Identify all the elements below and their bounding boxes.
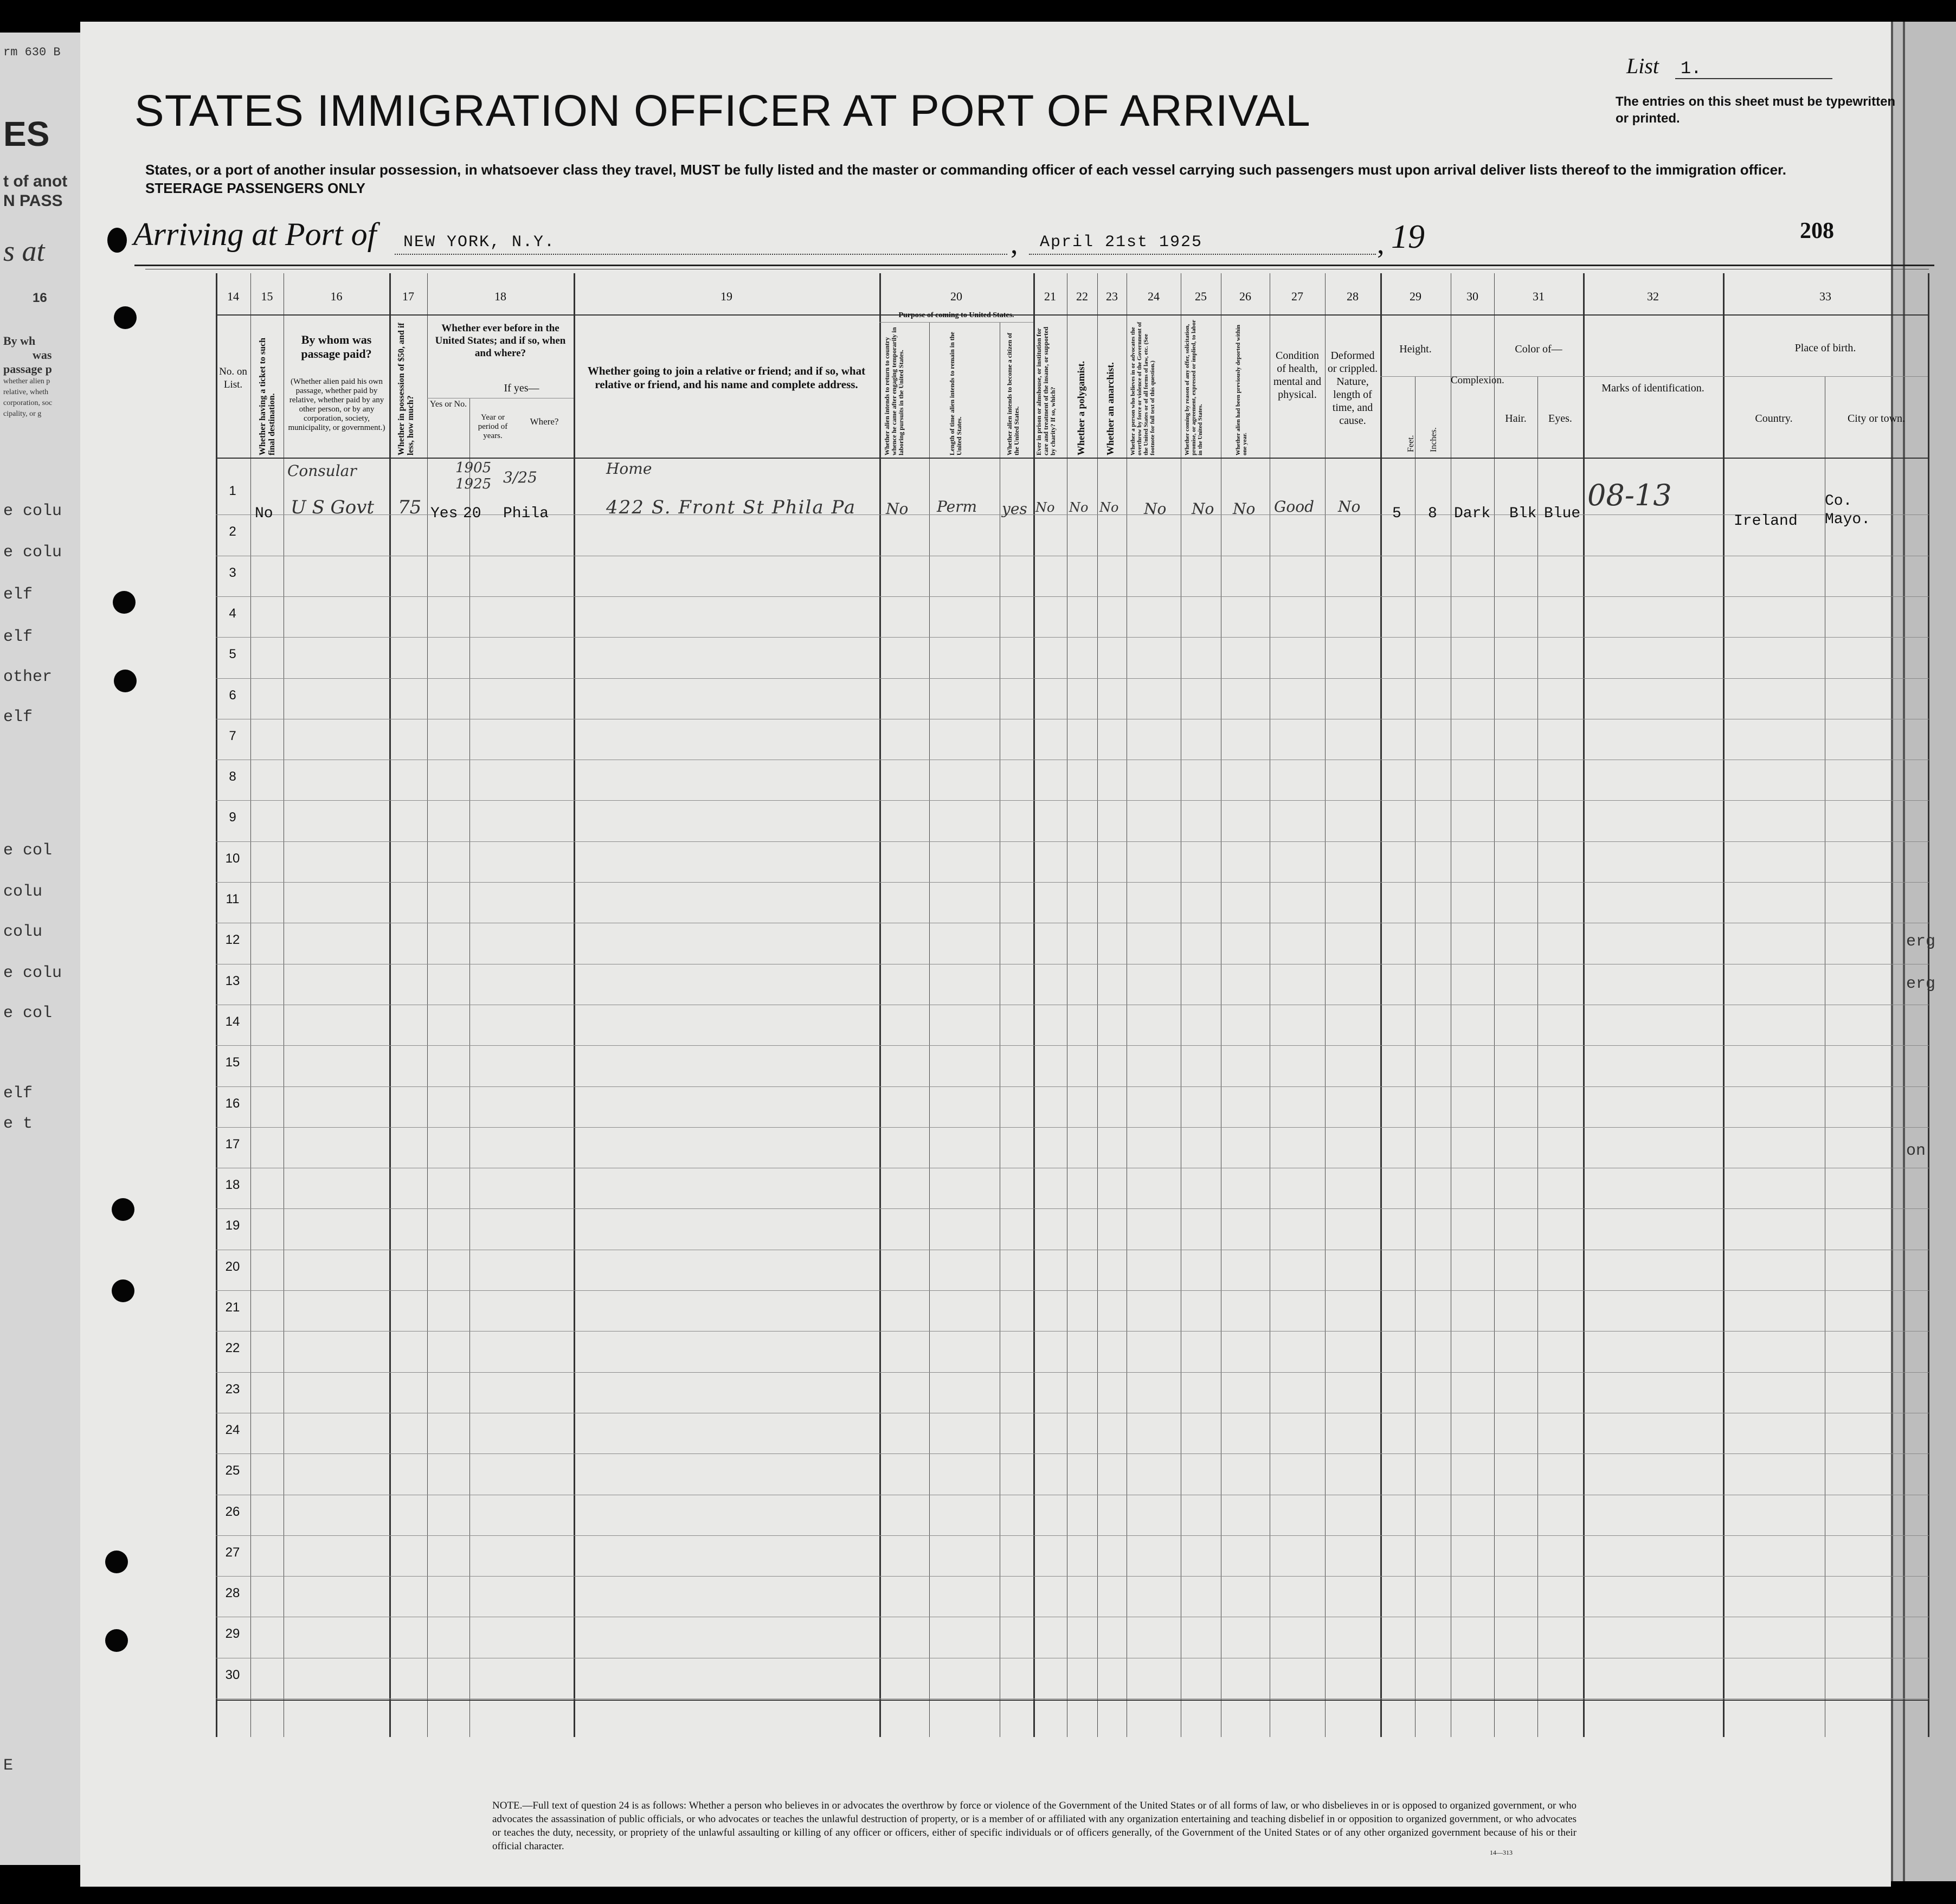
punch-hole — [105, 1551, 128, 1573]
column-number: 24 — [1148, 290, 1160, 303]
polygamist-value: No — [1069, 500, 1089, 515]
left-fragment: elf — [3, 708, 33, 726]
citizen-value: yes — [1002, 500, 1027, 518]
year-prefix: 19 — [1391, 218, 1425, 255]
header-no-on-list: No. on List. — [219, 366, 247, 390]
row-number: 3 — [229, 565, 236, 580]
footnote-tag: 14—313 — [1490, 1849, 1513, 1856]
left-fragment: cipality, or g — [3, 410, 42, 418]
row-number: 30 — [225, 1667, 240, 1682]
left-fragment: other — [3, 668, 53, 686]
left-fragment: e col — [3, 1004, 53, 1022]
length-value: Perm — [937, 498, 977, 516]
left-fragment: e colu — [3, 964, 62, 982]
header-where: Where? — [530, 416, 559, 427]
row-rule — [216, 841, 1929, 842]
row-number: 15 — [225, 1055, 240, 1070]
marks-value: 08-13 — [1587, 478, 1672, 512]
where-value: Phila — [503, 505, 549, 522]
row-rule — [216, 1045, 1929, 1046]
header-deformed: Deformed or crippled. Nature, length of time, and cause. — [1327, 350, 1378, 427]
row-number: 8 — [229, 769, 236, 784]
header-height: Height. — [1399, 343, 1432, 355]
header-hair: Hair. — [1505, 413, 1527, 424]
row-number: 17 — [225, 1136, 240, 1152]
row-number: 12 — [225, 932, 240, 948]
header-prison: Ever in prison or almshouse, or institution for care and treatment of the insane, or supported by charity? If so, which? — [1035, 326, 1057, 455]
row-rule — [216, 1535, 1929, 1536]
header-yes-no: Yes or No. — [429, 400, 467, 409]
prison-value: No — [1035, 500, 1055, 515]
row-rule — [216, 1453, 1929, 1454]
inches-value: 8 — [1428, 505, 1437, 522]
left-fragment: E — [3, 1757, 14, 1775]
header-if-yes: If yes— — [504, 382, 539, 394]
column-number: 16 — [330, 290, 343, 303]
punch-hole — [114, 306, 137, 329]
column-number: 22 — [1076, 290, 1088, 303]
column-number: 15 — [261, 290, 273, 303]
left-fragment: e t — [3, 1115, 33, 1133]
row-number: 1 — [229, 484, 236, 498]
row-number: 16 — [225, 1096, 240, 1111]
row-number: 23 — [225, 1381, 240, 1397]
header-length: Length of time alien intends to remain in the United States. — [948, 332, 963, 455]
left-fragment: By wh — [3, 334, 36, 348]
column-number: 25 — [1195, 290, 1207, 303]
column-number: 31 — [1533, 290, 1545, 303]
row-number: 5 — [229, 647, 236, 662]
row-number: 18 — [225, 1178, 240, 1193]
column-number: 14 — [227, 290, 239, 303]
header-inches: Inches. — [1429, 427, 1438, 452]
years-value: 20 — [463, 505, 481, 522]
column-number: 21 — [1044, 290, 1056, 303]
left-fragment: elf — [3, 1084, 33, 1103]
row-number: 29 — [225, 1626, 240, 1642]
header-health: Condition of health, mental and physical. — [1273, 350, 1322, 401]
right-fragment: erg — [1906, 932, 1936, 951]
row-number: 21 — [225, 1300, 240, 1315]
left-fragment: N PASS — [3, 192, 63, 210]
header-passage-paid-note: (Whether alien paid his own passage, whether paid by relative, whether paid by any other person, or by any corporation, society, municipality, or government.) — [288, 377, 385, 432]
column-number: 27 — [1291, 290, 1303, 303]
row-number: 6 — [229, 687, 236, 703]
punch-hole — [113, 591, 136, 614]
left-fragment: s at — [3, 235, 45, 267]
deported-value: No — [1233, 500, 1256, 518]
row-rule — [216, 1086, 1929, 1087]
return-value: No — [886, 500, 909, 518]
port-value: NEW YORK, N.Y. — [403, 233, 556, 252]
ticket-value: No — [255, 505, 273, 522]
left-fragment: ES — [3, 114, 50, 153]
left-fragment: elf — [3, 628, 33, 646]
offer-value: No — [1192, 500, 1214, 518]
page-title: STATES IMMIGRATION OFFICER AT PORT OF ARRIVAL — [134, 86, 1311, 136]
punch-hole — [105, 1629, 128, 1652]
column-number: 33 — [1819, 290, 1831, 303]
manifest-sheet: List 1. The entries on this sheet must be typewritten or printed. STATES IMMIGRATION OFFICER AT PORT OF ARRIVAL States, or a port of another insular possession, in whatsoever class they travel, MUST be fully listed and the master or commanding officer of each vessel carrying such passengers must upon arrival deliver lists thereof to the immigration officer. STEERAGE PASSENGERS ONLY Arriving at Port of NEW YORK, N.Y. , April 21st 1925 , 19 208 14 15 16 17 18 19 20 21 22 23 24 25 26 27 28 29 30 31 32 33 No. on List. Whether having a ticket to such final destination. By whom was passage paid? (Whether alien paid his own passage, whether paid by relative, whether paid by any other person, or by any corporation, society, municipality, or government.) Whether in possession of $50, and if less, how much? Whether ever before in the United States; and if so, when and where? Yes or No. If yes— Year or period of years. Where? Whether going to join a relative or friend; and if so, what relative or friend, and his name and complete address. Purpose of coming to United States. Whether alien intends to return to country whence he came after engaging temporarily in laboring pursuits in the United States. Length of time alien intends to remain in the United States. Whether alien intends to become a citizen of the United States. Ever in prison or almshouse, or institution for care and treatment of the insane, or supported by charity? If so, which? Whether a polygamist. Whether an anarchist. Whether a person who believes in or advocates the overthrow by force or violence of the Government of the United States or of all forms of law, etc. (See footnote for full text of this question.) Whether coming by reason of any offer, solicitation, promise, or agreement, expressed or implied, to labor in the United States. Whether alien had been previously deported within one year. Condition of health, mental and physical. Deformed or crippled. Nature, length of time, and cause. Height. Feet. Inches. Complexion. Color of— Hair. Eyes. Marks of identification. Place of birth. Country. City or town. 1 2 3 4 5 6 7 8 9 10 11 12 13 14 15 16 17 18 19 20 21 22 23 24 25 26 27 28 29 30 No Consular U S Govt 75 Yes 20 1905 1925 3/25 Phila Home 422 S. Front St Phila Pa No Perm yes No No No No No No Good No 5 8 Dark Blk Blue 08-13 Ireland Co. Mayo. NOTE.—Full text of question 24 is as follows: Whether a person who believes in or advocates the overthrow by force or violence of the Government of the United States or of all forms of law, or who disbelieves in or is opposed to organized government, or who advocates the assassination of public officials, or who advocates or teaches the unlawful destruction of property, or is a member of or affiliated with any organization entertaining and teaching disbelief in or opposition to organized government, or who advocates or teaches the duty, necessity, or propriety of the unlawful assaulting or killing of any officer or officers, either of specific individuals or of officers generally, of the Government of the United States or of any other organized government because of his or their official character. 14—313 — [80, 22, 1891, 1887]
row-number: 9 — [229, 810, 236, 825]
years-handwritten: 1905 1925 — [455, 460, 492, 492]
row-number: 28 — [225, 1586, 240, 1601]
join-address: 422 S. Front St Phila Pa — [606, 497, 857, 518]
eyes-value: Blue — [1544, 505, 1581, 522]
left-fragment: t of anot — [3, 172, 68, 190]
footnote: NOTE.—Full text of question 24 is as follows: Whether a person who believes in or advocates the overthrow by force or violence of the Government of the United States or of all forms of law, or who disbelieves in or is opposed to organized government, or who advocates the assassination of public officials, or who advocates or teaches the unlawful destruction of property, or is a member of or affiliated with any organization entertaining and teaching disbelief in or opposition to organized government, or who advocates or teaches the duty, necessity, or propriety of the unlawful assaulting or killing of any officer or officers, either of specific individuals or of officers generally, of the Government of the United States or of any other organized government because of his or their official character. — [492, 1800, 1577, 1852]
country-value: Ireland — [1734, 513, 1798, 530]
column-number: 26 — [1239, 290, 1251, 303]
row-number: 4 — [229, 606, 236, 621]
row-rule — [216, 637, 1929, 638]
row-rule — [216, 1576, 1929, 1577]
list-number-field — [1626, 53, 1701, 79]
header-marks: Marks of identification. — [1601, 382, 1704, 394]
punch-hole — [114, 670, 137, 692]
column-number: 19 — [720, 290, 732, 303]
row-number: 14 — [225, 1014, 240, 1029]
row-number: 24 — [225, 1422, 240, 1437]
header-return: Whether alien intends to return to country whence he came after engaging temporarily in laboring pursuits in the United States. — [883, 327, 905, 455]
column-number: 18 — [494, 290, 506, 303]
row-rule — [216, 1208, 1929, 1209]
sheet-number: 208 — [1800, 218, 1834, 243]
header-passage-paid: By whom was passage paid? — [301, 333, 372, 361]
page-subtitle: States, or a port of another insular possession, in whatsoever class they travel, MUST be fully listed and the master or commanding officer of each vessel carrying such passengers must upon arrival deliver lists thereof to the immigration officer. — [145, 162, 1786, 178]
arrival-date: April 21st 1925 — [1040, 233, 1203, 252]
row-rule — [216, 1127, 1929, 1128]
header-complexion: Complexion. — [1451, 375, 1504, 386]
column-number: 29 — [1410, 290, 1421, 303]
column-number: 30 — [1466, 290, 1478, 303]
header-polygamist: Whether a polygamist. — [1076, 361, 1086, 455]
complexion-value: Dark — [1454, 505, 1491, 522]
feet-value: 5 — [1392, 505, 1401, 522]
date-handwritten: 3/25 — [503, 468, 537, 486]
row-rule — [216, 800, 1929, 801]
city-value: Co. Mayo. — [1825, 493, 1871, 528]
column-number: 28 — [1347, 290, 1359, 303]
header-eyes: Eyes. — [1548, 413, 1572, 424]
row-rule — [216, 678, 1929, 679]
row-rule — [216, 1290, 1929, 1291]
row-number: 19 — [225, 1218, 240, 1233]
row-rule — [216, 882, 1929, 883]
header-citizen: Whether alien intends to become a citizen of the United States. — [1006, 332, 1020, 455]
left-fragment: colu — [3, 923, 43, 941]
row-number: 13 — [225, 973, 240, 988]
before-yes-value: Yes — [430, 505, 458, 522]
manifest-table — [216, 273, 1929, 1737]
column-number: 20 — [950, 290, 962, 303]
header-ever-before: Whether ever before in the United States; and if so, when and where? — [435, 323, 566, 359]
money-value: 75 — [398, 497, 422, 518]
header-ticket: Whether having a ticket to such final destination. — [258, 337, 276, 455]
row-rule — [216, 596, 1929, 597]
join-note: Home — [606, 460, 652, 478]
header-place-of-birth: Place of birth. — [1794, 342, 1856, 354]
left-fragment: e colu — [3, 543, 62, 562]
left-fragment: e colu — [3, 502, 62, 520]
row-number: 25 — [225, 1463, 240, 1478]
left-fragment: e col — [3, 841, 53, 860]
left-fragment: was — [33, 348, 52, 362]
header-purpose: Purpose of coming to United States. — [898, 311, 1014, 319]
row-number: 26 — [225, 1504, 240, 1519]
list-label: List — [1626, 54, 1659, 78]
header-country: Country. — [1755, 413, 1793, 424]
header-anarchist: Whether an anarchist. — [1105, 362, 1116, 455]
row-rule — [216, 1372, 1929, 1373]
punch-hole — [112, 1198, 134, 1221]
steerage-label: STEERAGE PASSENGERS ONLY — [145, 180, 365, 196]
punch-hole — [107, 228, 127, 253]
passage-paid-value: U S Govt — [291, 497, 375, 518]
row-number: 10 — [225, 851, 240, 866]
header-city: City or town. — [1847, 413, 1906, 424]
punch-hole — [112, 1279, 134, 1302]
deformed-value: No — [1338, 498, 1361, 516]
row-number: 7 — [229, 728, 236, 743]
header-join-relative: Whether going to join a relative or friend; and if so, what relative or friend, and his name and complete address. — [587, 364, 866, 391]
header-deported: Whether alien had been previously deported within one year. — [1235, 324, 1248, 455]
left-fragment: 16 — [33, 291, 47, 305]
left-fragment: whether alien p — [3, 377, 50, 385]
left-fragment: corporation, soc — [3, 399, 53, 407]
list-number: 1. — [1681, 59, 1702, 79]
anarchist-value: No — [1099, 500, 1119, 515]
row-number: 2 — [229, 524, 236, 539]
right-fragment: on — [1906, 1142, 1926, 1160]
header-color: Color of— — [1515, 343, 1562, 355]
header-feet: Feet. — [1406, 435, 1415, 452]
header-money: Whether in possession of $50, and if less, how much? — [397, 323, 415, 455]
hair-value: Blk — [1509, 505, 1537, 522]
left-fragment: colu — [3, 883, 43, 901]
health-value: Good — [1274, 498, 1315, 516]
row-number: 22 — [225, 1341, 240, 1356]
header-year: Year or period of years. — [478, 413, 508, 440]
row-number: 27 — [225, 1545, 240, 1560]
entries-note: The entries on this sheet must be typewritten or printed. — [1616, 94, 1896, 126]
left-fragment: rm 630 B — [3, 46, 61, 59]
header-overthrow: Whether a person who believes in or advocates the overthrow by force or violence of the Government of the United States or of all forms of law, etc. (See footnote for full text of this question.) — [1130, 321, 1156, 455]
passage-paid-note: Consular — [287, 462, 357, 480]
column-number: 17 — [402, 290, 414, 303]
row-number: 11 — [226, 892, 240, 906]
header-offer: Whether coming by reason of any offer, solicitation, promise, or agreement, expressed or implied, to labor in the United States. — [1184, 320, 1204, 455]
arriving-label: Arriving at Port of — [133, 216, 377, 252]
overthrow-value: No — [1144, 500, 1167, 518]
row-number: 20 — [225, 1259, 240, 1274]
left-fragment: relative, wheth — [3, 388, 49, 396]
column-number: 23 — [1106, 290, 1118, 303]
left-fragment: passage p — [3, 362, 52, 376]
column-number: 32 — [1647, 290, 1659, 303]
left-fragment: elf — [3, 586, 33, 604]
right-fragment: erg — [1906, 975, 1936, 993]
